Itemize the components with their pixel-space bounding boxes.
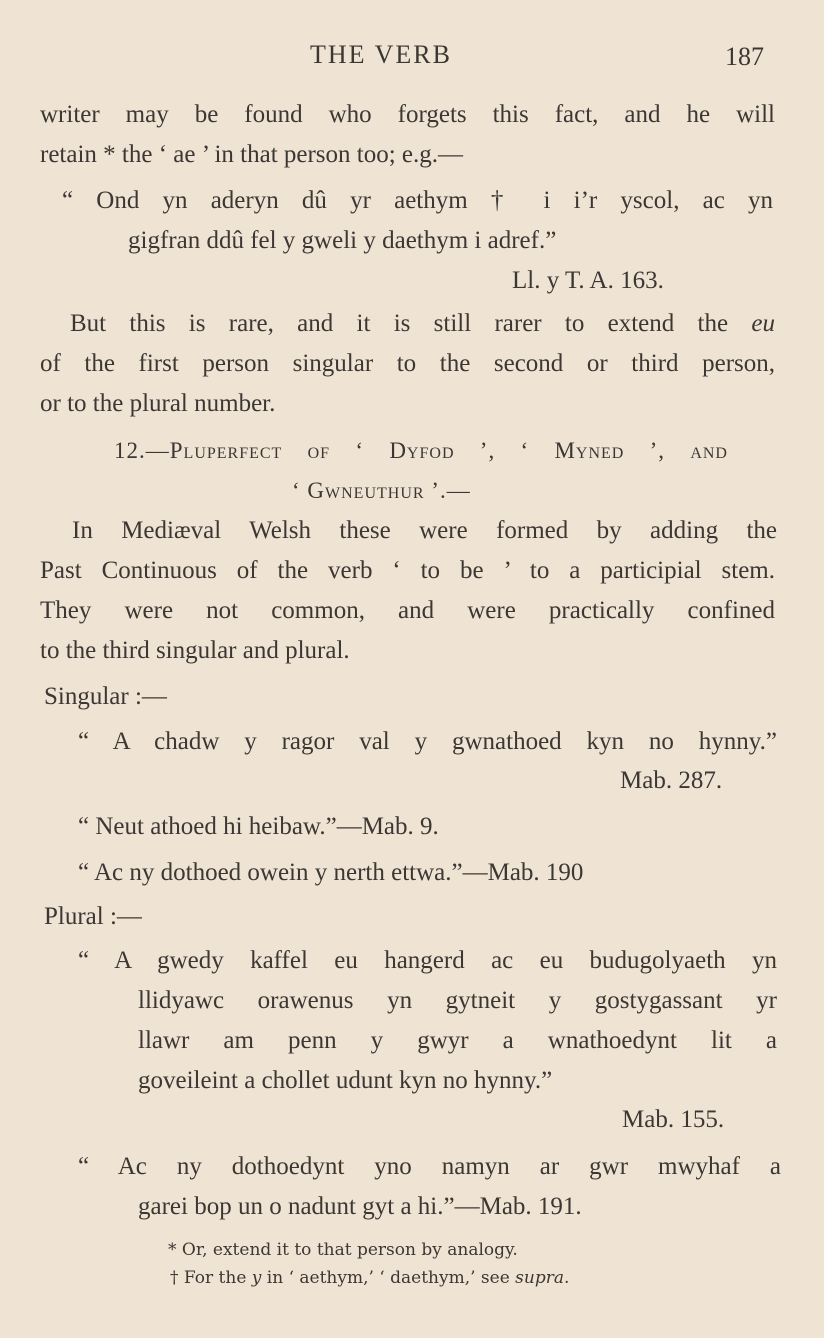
para2-line2: of the first person singular to the second or third person,: [40, 350, 775, 377]
plural-quote1-citation: Mab. 155.: [622, 1106, 725, 1133]
page-number: 187: [725, 42, 764, 71]
para2-line1: But this is rare, and it is still rarer to extend the eu: [70, 310, 775, 337]
footnote-2: † For the y in ‘ aethym,’ ‘ daethym,’ see supra.: [170, 1268, 570, 1288]
italic-eu: eu: [751, 310, 775, 337]
plural-quote1-line4: goveileint a chollet udunt kyn no hynny.”: [138, 1067, 553, 1094]
singular-quote2: “ Neut athoed hi heibaw.”—Mab. 9.: [78, 813, 439, 840]
quote1-line2: gigfran ddû fel y gweli y daethym i adref.”: [128, 227, 557, 254]
quote1-citation: Ll. y T. A. 163.: [512, 267, 664, 294]
footnote-marker-star: *: [103, 141, 116, 168]
plural-quote2-line1: “ Ac ny dothoedynt yno namyn ar gwr mwyhaf a: [78, 1153, 781, 1180]
para3-line1: In Mediæval Welsh these were formed by adding the: [72, 517, 777, 544]
para2-line3: or to the plural number.: [40, 390, 276, 417]
plural-quote2-line2: garei bop un o nadunt gyt a hi.”—Mab. 191.: [138, 1193, 582, 1220]
singular-label: Singular :—: [44, 683, 167, 710]
section-heading-line2: ‘ Gwneuthur ’.—: [292, 478, 471, 503]
para3-line2: Past Continuous of the verb ‘ to be ’ to a participial stem.: [40, 557, 775, 584]
para1-line2: retain * the ‘ ae ’ in that person too; e.g.—: [40, 141, 464, 168]
quote1-line1: “ Ond yn aderyn dû yr aethym † i i’r yscol, ac yn: [62, 187, 774, 214]
plural-quote1-line3: llawr am penn y gwyr a wnathoedynt lit a: [138, 1027, 777, 1054]
para3-line3: They were not common, and were practically confined: [40, 597, 775, 624]
singular-quote3: “ Ac ny dothoed owein y nerth ettwa.”—Mab. 190: [78, 859, 584, 886]
section-heading-line1: 12.—Pluperfect of ‘ Dyfod ’, ‘ Myned ’, and: [114, 438, 728, 463]
para1-line1: writer may be found who forgets this fact, and he will: [40, 101, 775, 128]
footnote-1: * Or, extend it to that person by analogy.: [168, 1240, 518, 1260]
singular-quote1: “ A chadw y ragor val y gwnathoed kyn no hynny.”: [78, 728, 777, 755]
plural-label: Plural :—: [44, 903, 142, 930]
running-header-title: THE VERB: [310, 40, 452, 69]
plural-quote1-line1: “ A gwedy kaffel eu hangerd ac eu budugolyaeth yn: [78, 947, 777, 974]
plural-quote1-line2: llidyawc orawenus yn gytneit y gostygassant yr: [138, 987, 777, 1014]
para3-line4: to the third singular and plural.: [40, 637, 350, 664]
singular-quote1-citation: Mab. 287.: [620, 767, 723, 794]
footnote-marker-dagger: †: [490, 187, 521, 214]
